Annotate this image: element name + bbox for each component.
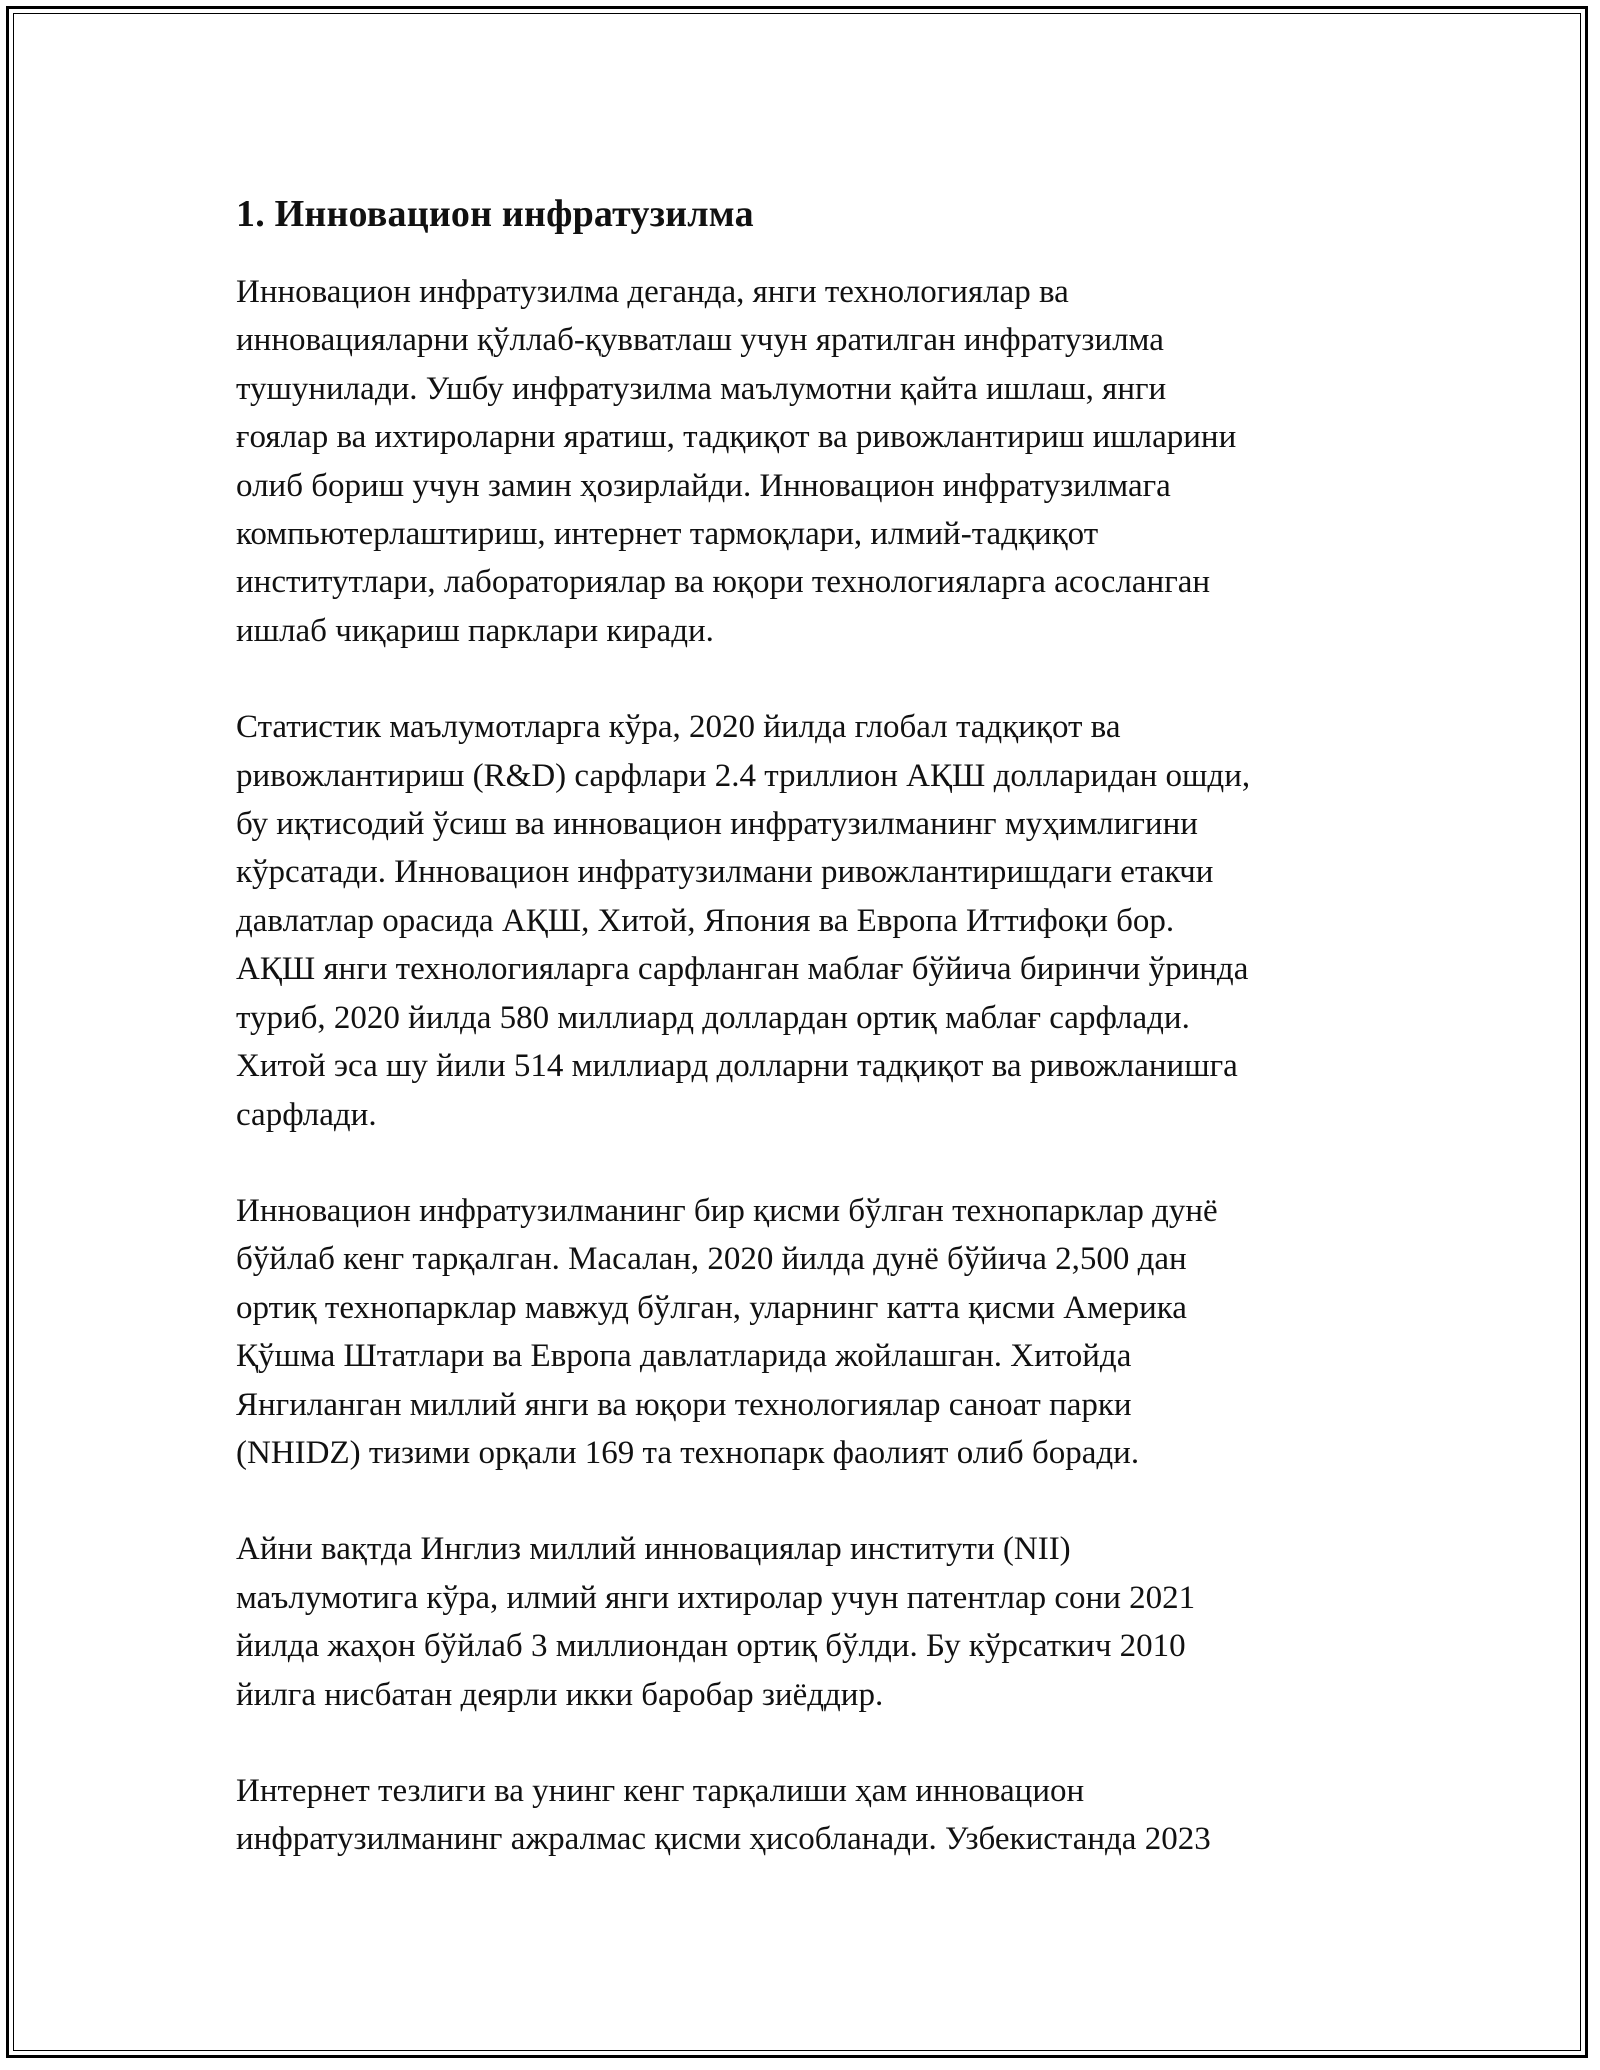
paragraph-internet: Интернет тезлиги ва унинг кенг тарқалиши ҳам инновацион инфратузилманинг ажралмас қисми ҳисобланади. Узбекистанда 2023 — [236, 1772, 1211, 1858]
paragraph-technoparks: Инновацион инфратузилманинг бир қисми бўлган технопарклар дунё бўйлаб кенг тарқалган. Масалан, 2020 йилда дунё бўйича 2,500 дан ортиқ технопарклар мавжуд бўлган, уларнинг катта қисми Америка Қўшма Штатлари ва Европа давлатларида жойлашган. Хитойда Янгиланган миллий янги ва юқори технологиялар саноат парки (NHIDZ) тизими орқали 169 та технопарк фаолият олиб боради. — [236, 1192, 1218, 1471]
paragraph-definition: Инновацион инфратузилма деганда, янги технологиялар ва инновацияларни қўллаб-қувватлаш учун яратилган инфратузилма тушунилади. Ушбу инфратузилма маълумотни қайта ишлаш, янги ғоялар ва ихтироларни яратиш, тадқиқот ва ривожлантириш ишларини олиб бориш учун замин ҳозирлайди. Инновацион инфратузилмага компьютерлаштириш, интернет тармоқлари, илмий-тадқиқот институтлари, лабораториялар ва юқори технологияларга асосланган ишлаб чиқариш парклари киради. — [236, 274, 1237, 649]
paragraph-rd-spending: Статистик маълумотларга кўра, 2020 йилда глобал тадқиқот ва ривожлантириш (R&D) сарфлари 2.4 триллион АҚШ долларидан ошди, бу иқтисодий ўсиш ва инновацион инфратузилманинг муҳимлигини кўрсатади. Инновацион инфратузилмани ривожлантиришдаги етакчи давлатлар орасида АҚШ, Хитой, Япония ва Европа Иттифоқи бор. АҚШ янги технологияларга сарфланган маблағ бўйича биринчи ўринда туриб, 2020 йилда 580 миллиард доллардан ортиқ маблағ сарфлади. Хитой эса шу йили 514 миллиард долларни тадқиқот ва ривожланишга сарфлади. — [236, 709, 1251, 1133]
document-body — [236, 188, 1376, 1912]
section-heading: 1. Инновацион инфратузилма — [236, 193, 754, 235]
paragraph-patents: Айни вақтда Инглиз миллий инновациялар институти (NII) маълумотига кўра, илмий янги ихтиролар учун патентлар сони 2021 йилда жаҳон бўйлаб 3 миллиондан ортиқ бўлди. Бу кўрсаткич 2010 йилга нисбатан деярли икки баробар зиёддир. — [236, 1531, 1196, 1713]
